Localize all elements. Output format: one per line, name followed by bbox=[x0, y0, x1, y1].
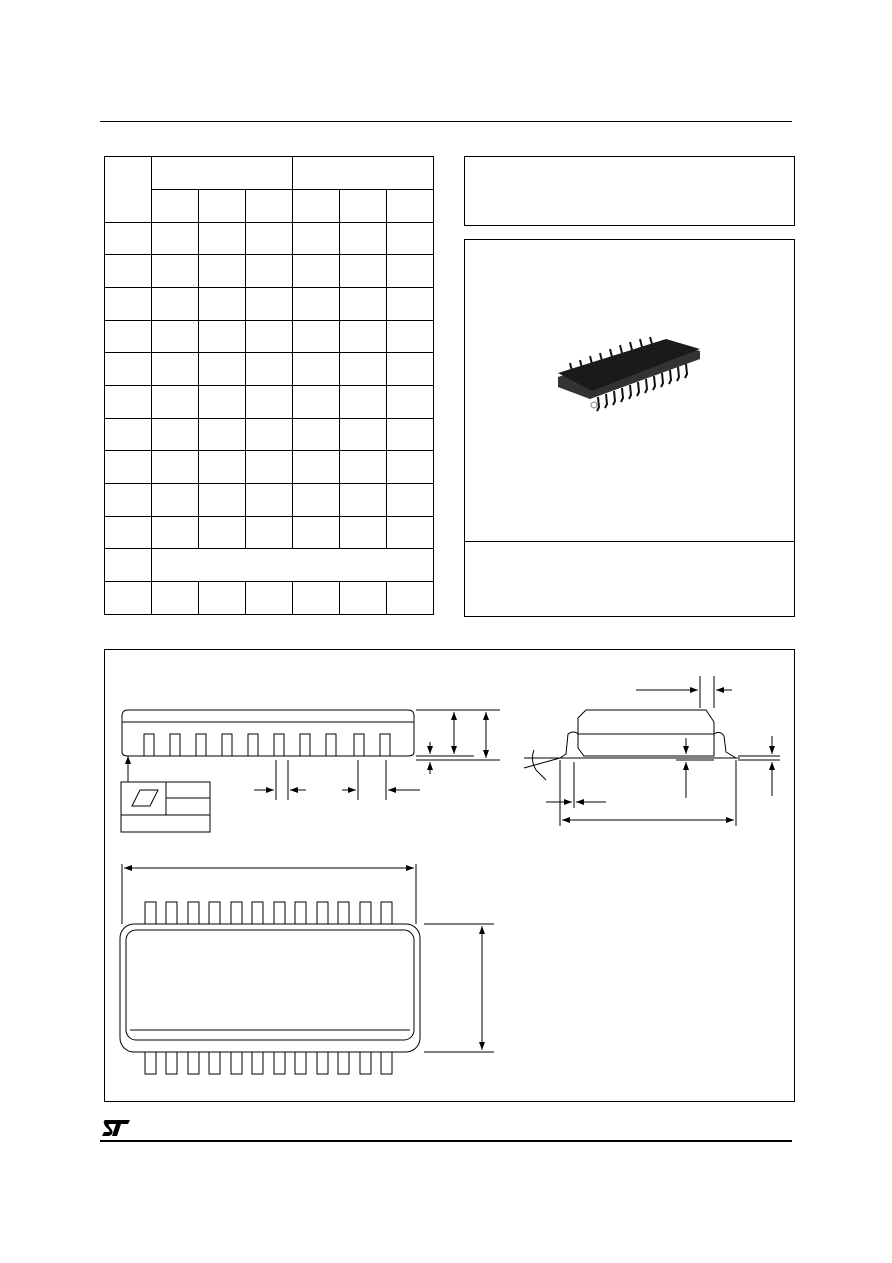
table-row bbox=[105, 288, 434, 321]
table-row bbox=[105, 223, 434, 255]
pin1-marker bbox=[591, 402, 597, 408]
side-view bbox=[524, 676, 780, 826]
st-logo bbox=[100, 1118, 134, 1138]
mm-header-cell bbox=[152, 157, 293, 190]
table-row-merged bbox=[105, 549, 434, 582]
package-title-box bbox=[464, 156, 795, 226]
table-row bbox=[105, 484, 434, 517]
photo-caption-divider bbox=[465, 541, 794, 542]
table-row bbox=[105, 517, 434, 549]
min-header-cell bbox=[293, 190, 340, 223]
table-row bbox=[105, 321, 434, 353]
min-header-cell bbox=[152, 190, 199, 223]
header-rule bbox=[100, 121, 792, 122]
top-view-leads-bottom bbox=[145, 1052, 392, 1074]
typ-header-cell bbox=[199, 190, 246, 223]
package-photo-illustration bbox=[550, 335, 710, 435]
top-view-body-outer bbox=[120, 924, 420, 1052]
table-row bbox=[105, 419, 434, 451]
top-view-body-inner bbox=[126, 930, 414, 1040]
top-view-leads-top bbox=[145, 902, 392, 924]
flatness-symbol bbox=[132, 790, 158, 806]
table-row bbox=[105, 255, 434, 288]
table-subheader-row bbox=[105, 190, 434, 223]
lead-width-dimension bbox=[254, 760, 306, 800]
mechanical-drawing bbox=[104, 649, 795, 1102]
table-row bbox=[105, 353, 434, 386]
table-row bbox=[105, 451, 434, 484]
top-view bbox=[120, 864, 494, 1074]
table-header-row bbox=[105, 157, 434, 190]
typ-header-cell bbox=[340, 190, 387, 223]
table-row bbox=[105, 386, 434, 419]
tolerance-frame bbox=[121, 782, 210, 832]
front-view bbox=[121, 710, 500, 832]
dimensions-table bbox=[104, 156, 434, 615]
front-view-leads bbox=[144, 734, 390, 756]
table-row bbox=[105, 582, 434, 615]
inch-header-cell bbox=[293, 157, 434, 190]
max-header-cell bbox=[387, 190, 434, 223]
front-view-body bbox=[122, 710, 414, 756]
pitch-dimension bbox=[342, 760, 420, 800]
max-header-cell bbox=[246, 190, 293, 223]
side-lead-left bbox=[560, 732, 578, 758]
footer-rule bbox=[100, 1140, 792, 1142]
symbol-header-cell bbox=[105, 157, 152, 223]
side-lead-right bbox=[714, 732, 736, 758]
